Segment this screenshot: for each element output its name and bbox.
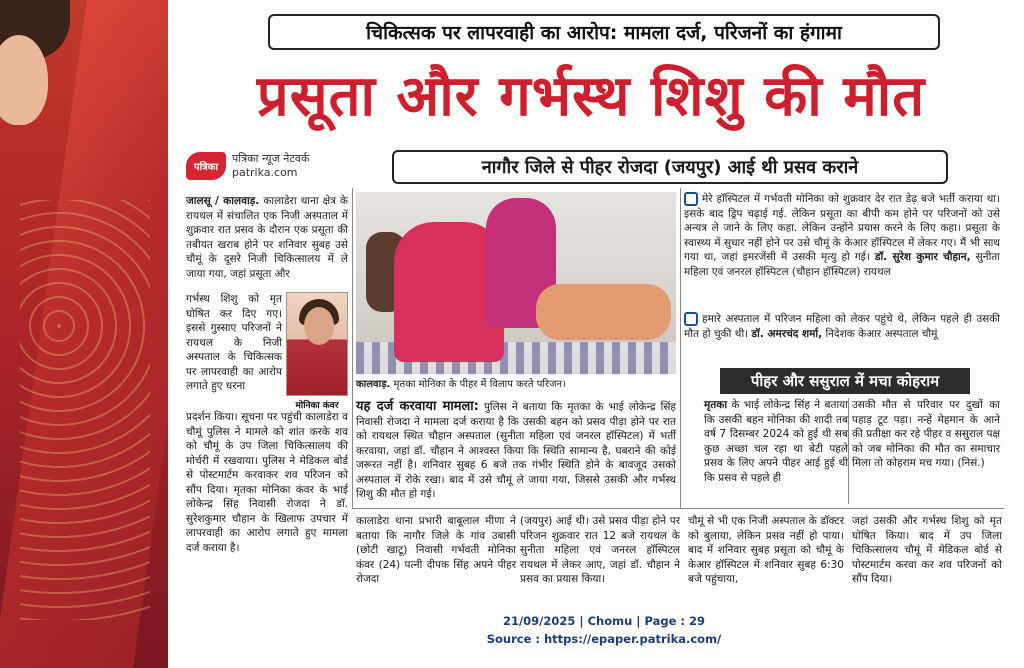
footer-date-page: 21/09/2025 | Chomu | Page : 29 xyxy=(502,614,706,628)
quote2-role: निदेशक केआर अस्पताल चौमूं xyxy=(822,327,938,340)
brand-text xyxy=(232,152,309,180)
inset-face xyxy=(304,307,334,345)
quote1-text: मेरे हॉस्पिटल में गर्भवती मोनिका को शुक्रवार देर रात डेढ़ बजे भर्ती कराया था। इसके बाद ड्रिप चढ़ाई गई. लेकिन प्रसूता का बीपी कम होने पर परिजनों को उसे अन्यत्र ले जाने के लिए कहा. लेकिन उन्होंने प्रयास करने के लिए कहा। प्रसूता के स्वास्थ्य में सुधार नहीं होने पर उसे चौमूं के केआर हॉस्पिटल में लेकर गए। मैं भी साथ गया था, जहां इमरजेंसी में उसकी मृत्यु हो गई। xyxy=(684,193,1000,263)
column-divider xyxy=(848,398,849,504)
bottom-column-4: जहां उसकी और गर्भस्थ शिशु को मृत घोषित किया। बाद में उप जिला चिकित्सालय चौमूं में मेडिकल बोर्ड से पोस्टमार्टम करवा कर शव परिजनों को सौंप दिया। xyxy=(852,515,1002,585)
quote1-name: डॉ. सुरेश कुमार चौहान, xyxy=(874,251,971,263)
side-portrait-photo xyxy=(0,0,168,668)
column-1-rest: प्रदर्शन किया। सूचना पर पहुंची कालाडेरा व चौमूं पुलिस ने मामले को शांत करके शव को चौमूं के उप जिला चिकित्सालय की मोर्चरी में रखवाया। पुलिस ने मेडिकल बोर्ड से पोस्टमार्टम करवाकर शव परिजन को सौंप दिया। मृतका मोनिका कंवर के भाई लोकेन्द्र सिंह निवासी रोजदा ने डॉ. सुरेशकुमार चौहान के खिलाफ उपचार में लापरवाही का आरोप लगाते हुए मामला दर्ज कराया है। xyxy=(186,411,348,554)
mid-lead: यह दर्ज करवाया मामला: xyxy=(356,399,479,414)
bottom-column-2: (जयपुर) आई थी। उसे प्रसव पीड़ा होने पर परिजन शुक्रवार रात 12 बजे रायथल के सुनीता महिला एवं जनरल हॉस्पिटल रायथल में लेकर आए, जहां डॉ. चौहान ने प्रसव का प्रयास किया। xyxy=(520,515,680,585)
column-1-text-top: कालाडेरा थाना क्षेत्र के रायथल में संचालित एक निजी अस्पताल में शुक्रवार रात प्रसव के दौरान एक प्रसूता की तबीयत खराब होने पर शनिवार सुबह उसे चौमूं के दूसरे निजी चिकित्सालय में ले जाया गया, जहां प्रसूता और xyxy=(186,195,348,280)
right-a-lead: मृतका xyxy=(704,399,728,411)
section-heading: पीहर और ससुराल में मचा कोहराम xyxy=(720,368,970,394)
mid-text: पुलिस ने बताया कि मृतका के भाई लोकेन्द्र सिंह निवासी रोजदा ने मामला दर्ज कराया है कि उसकी बहन को प्रसव पीड़ा होने पर रात को रायथल स्थित चौहान अस्पताल (सुनीता महिला एवं जनरल हॉस्पिटल) में भर्ती करवाया, जहां डॉ. चौहान ने आश्वस्त किया कि स्थिति सामान्य है, घबराने की कोई जरूरत नहीं है। शनिवार सुबह 6 बजे तक गंभीर स्थिति होने के बावजूद उसको अस्पताल में रोके रखा। बाद में उसे चौमूं ले जाया गया, जिससे उसकी और गर्भस्थ शिशु की मौत हो गई। xyxy=(356,401,677,500)
quote2-name: डॉ. अमरचंद शर्मा, xyxy=(751,327,823,340)
column-divider xyxy=(352,188,353,508)
dateline: जालसू / कालवाड़. xyxy=(186,195,260,207)
quote2-text: हमारे अस्पताल में परिजन महिला को लेकर पहुंचे थे, लेकिन पहले ही उसकी मौत हो चुकी थी। xyxy=(684,313,1000,340)
inset-portrait-photo xyxy=(286,292,348,396)
quote-doctor-sharma xyxy=(684,312,1000,341)
column-1-wrap-text: गर्भस्थ शिशु को मृत घोषित कर दिए गए। इससे गुस्साए परिजनों ने रायथल के निजी अस्पताल के चिकित्सक पर लापरवाही का आरोप लगाते हुए धरना xyxy=(186,293,282,392)
photo-caption xyxy=(356,376,676,390)
bottom-column-3: चौमूं से भी एक निजी अस्पताल के डॉक्टर को बुलाया, लेकिन प्रसव नहीं हो पाया। बाद में शनिवार सुबह प्रसूता को चौमूं के केआर हॉस्पिटल में शनिवार सुबह 6:30 बजे पहुंचाया, xyxy=(688,515,844,585)
main-news-photo xyxy=(356,192,676,374)
right-column-a xyxy=(704,398,848,485)
page-footer xyxy=(420,612,788,648)
photo-caption-text: मृतका मोनिका के पीहर में विलाप करते परिजन। xyxy=(390,379,566,390)
headline: प्रसूता और गर्भस्थ शिशु की मौत xyxy=(256,64,926,129)
right-a-text: के भाई लोकेन्द्र सिंह ने बताया कि उसकी बहन मोनिका की शादी तब वर्ष 7 दिसम्बर 2024 को हुई थी सब कुछ अच्छा चल रहा था बेटी पहले प्रसव के लिए अपने पीहर आई हुई थी कि प्रसव से पहले ही xyxy=(704,399,848,484)
case-registered-paragraph xyxy=(356,400,676,502)
brand-block xyxy=(186,152,309,180)
saree-pattern xyxy=(20,200,150,620)
right-column-b: उसकी मौत से परिवार पर दुखों का पहाड़ टूट पड़ा। नन्हें मेहमान के आने की प्रतीक्षा कर रहे पीहर व ससुराल पक्ष को जब मोनिका की मौत का समाचार मिला तो कोहराम मच गया। (निसं.) xyxy=(852,399,1000,469)
column-divider xyxy=(680,188,681,508)
brand-network: पत्रिका न्यूज नेटवर्क xyxy=(232,152,310,165)
quote-icon xyxy=(684,192,698,206)
bottom-column-1: कालाडेरा थाना प्रभारी बाबूलाल मीणा ने बताया कि नागौर जिले के गांव उबासी (छोटी खाटू) निवासी गर्भवती मोनिका कंवर (24) पत्नी दीपक सिंह अपने पीहर रोजदा xyxy=(356,515,516,585)
brand-site: patrika.com xyxy=(232,166,298,179)
quote-icon xyxy=(684,312,698,326)
inset-caption: मोनिका कंवर xyxy=(295,401,339,411)
column-1-top xyxy=(186,194,348,281)
photo-figure-lying xyxy=(536,284,671,340)
quote1-role: सुनीता महिला एवं जनरल हॉस्पिटल (चौहान हॉस्पिटल) रायथल xyxy=(684,251,1000,278)
footer-source: Source : https://epaper.patrika.com/ xyxy=(486,632,722,646)
kicker-box: चिकित्सक पर लापरवाही का आरोप: मामला दर्ज, परिजनों का हंगामा xyxy=(268,14,940,50)
patrika-logo: पत्रिका xyxy=(186,152,226,180)
photo-caption-place: कालवाड़. xyxy=(356,379,391,390)
subhead-box: नागौर जिले से पीहर रोजदा (जयपुर) आई थी प्रसव कराने xyxy=(392,150,948,184)
horizontal-divider xyxy=(352,508,1004,509)
quote-doctor-chauhan xyxy=(684,192,1000,279)
